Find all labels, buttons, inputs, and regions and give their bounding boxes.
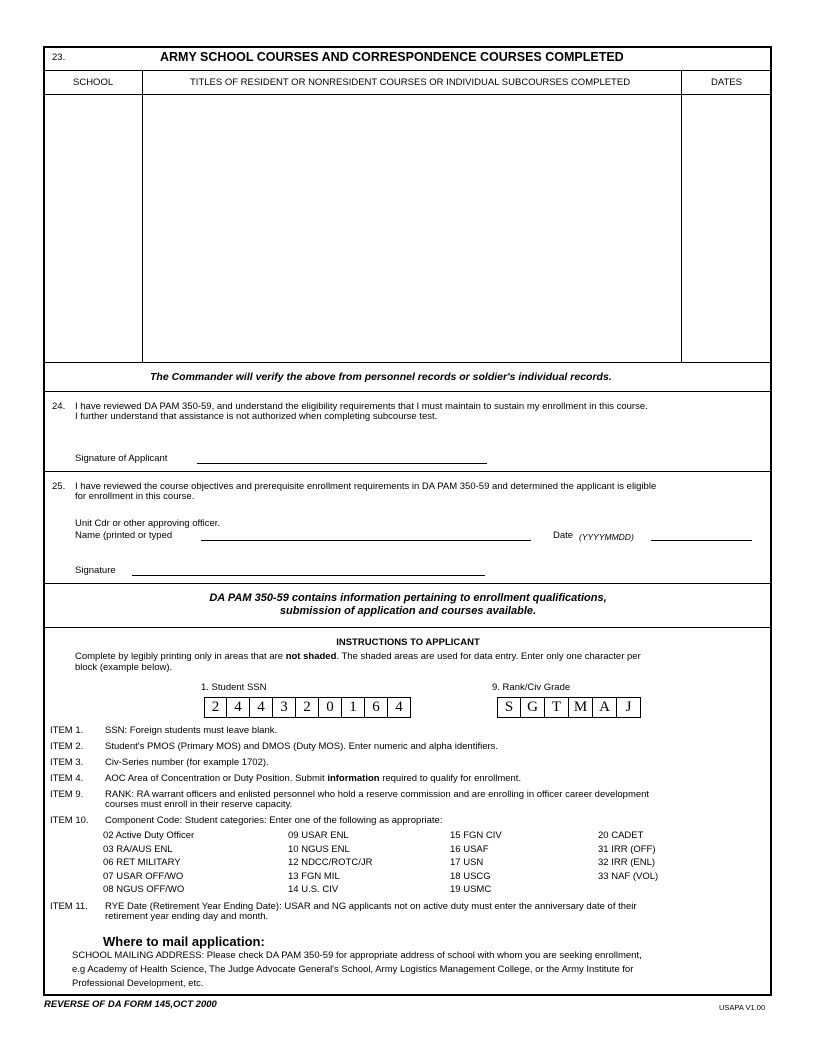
ssn-box: 4 bbox=[388, 697, 411, 718]
applicant-signature-line[interactable] bbox=[197, 463, 487, 464]
component-code: 03 RA/AUS ENL bbox=[103, 844, 173, 855]
section-23-title: ARMY SCHOOL COURSES AND CORRESPONDENCE COURSES COMPLETED bbox=[160, 50, 624, 64]
approval-date-line[interactable] bbox=[651, 540, 752, 541]
rank-box: J bbox=[617, 697, 641, 718]
section-25-line2: for enrollment in this course. bbox=[75, 491, 195, 502]
item-text-part: AOC Area of Concentration or Duty Position. Submit bbox=[105, 773, 328, 784]
column-divider bbox=[142, 70, 143, 363]
item-text: Student's PMOS (Primary MOS) and DMOS (Duty MOS). Enter numeric and alpha identifiers. bbox=[105, 741, 499, 752]
info-note-line1: DA PAM 350-59 contains information pertaining to enrollment qualifications, bbox=[209, 592, 607, 604]
info-note-line2: submission of application and courses available. bbox=[279, 605, 537, 617]
component-code: 12 NDCC/ROTC/JR bbox=[288, 857, 373, 868]
item-label: ITEM 9. bbox=[50, 789, 84, 800]
name-printed-label: Name (printed or typed bbox=[75, 530, 173, 541]
component-code: 18 USCG bbox=[450, 871, 491, 882]
school-entry-area[interactable] bbox=[45, 96, 141, 362]
item-label: ITEM 2. bbox=[50, 741, 84, 752]
divider bbox=[44, 627, 772, 628]
date-format-label: (YYYYMMDD) bbox=[579, 532, 634, 542]
component-code: 02 Active Duty Officer bbox=[103, 830, 195, 841]
divider bbox=[44, 70, 772, 71]
col-header-dates: DATES bbox=[711, 77, 742, 88]
rank-box: A bbox=[593, 697, 617, 718]
form-identifier: REVERSE OF DA FORM 145,OCT 2000 bbox=[44, 999, 217, 1010]
approver-signature-line[interactable] bbox=[132, 575, 485, 576]
dates-entry-area[interactable] bbox=[683, 96, 771, 362]
component-code: 16 USAF bbox=[450, 844, 489, 855]
section-24-line2: I further understand that assistance is not authorized when completing subcourse test. bbox=[75, 411, 438, 422]
instructions-line2: block (example below). bbox=[75, 662, 173, 673]
component-code: 15 FGN CIV bbox=[450, 830, 502, 841]
version-label: USAPA V1.00 bbox=[719, 1003, 766, 1012]
component-code: 09 USAR ENL bbox=[288, 830, 349, 841]
ssn-box: 3 bbox=[273, 697, 296, 718]
ssn-box: 2 bbox=[296, 697, 319, 718]
item-text-continued: courses must enroll in their reserve capacity. bbox=[105, 799, 293, 810]
ssn-box: 1 bbox=[342, 697, 365, 718]
ssn-box: 4 bbox=[250, 697, 273, 718]
item-text-emphasis: information bbox=[327, 773, 380, 784]
item-label: ITEM 10. bbox=[50, 815, 89, 826]
mailing-line2: e.g Academy of Health Science, The Judge Advocate General's School, Army Logistics Management College, or the Army Institute for bbox=[72, 964, 634, 975]
divider bbox=[44, 362, 772, 363]
rank-box: T bbox=[545, 697, 569, 718]
date-label: Date bbox=[553, 530, 574, 541]
divider bbox=[44, 391, 772, 392]
col-header-school: SCHOOL bbox=[73, 77, 114, 88]
component-code: 33 NAF (VOL) bbox=[598, 871, 659, 882]
component-code: 07 USAR OFF/WO bbox=[103, 871, 184, 882]
ssn-example-label: 1. Student SSN bbox=[201, 682, 267, 693]
rank-box: G bbox=[521, 697, 545, 718]
component-code: 31 IRR (OFF) bbox=[598, 844, 656, 855]
instructions-text: Complete by legibly printing only in areas that are bbox=[75, 651, 286, 662]
component-code: 32 IRR (ENL) bbox=[598, 857, 656, 868]
component-code: 17 USN bbox=[450, 857, 484, 868]
item-label: ITEM 4. bbox=[50, 773, 84, 784]
section-23-number: 23. bbox=[52, 52, 66, 63]
component-code: 14 U.S. CIV bbox=[288, 884, 339, 895]
section-24-number: 24. bbox=[52, 401, 66, 412]
divider bbox=[44, 583, 772, 584]
item-text-continued: retirement year ending day and month. bbox=[105, 911, 269, 922]
instructions-title: INSTRUCTIONS TO APPLICANT bbox=[336, 637, 480, 648]
rank-box: M bbox=[569, 697, 593, 718]
item-text: SSN: Foreign students must leave blank. bbox=[105, 725, 278, 736]
item-label: ITEM 11. bbox=[50, 901, 88, 912]
item-text: RANK: RA warrant officers and enlisted personnel who hold a reserve commission and are enrolling in officer career development bbox=[105, 789, 650, 800]
item-text: Component Code: Student categories: Enter one of the following as appropriate: bbox=[105, 815, 443, 826]
course-titles-entry-area[interactable] bbox=[144, 96, 680, 362]
rank-box: S bbox=[497, 697, 521, 718]
component-code: 20 CADET bbox=[598, 830, 644, 841]
divider bbox=[44, 94, 772, 95]
approver-name-line[interactable] bbox=[201, 540, 531, 541]
component-code: 08 NGUS OFF/WO bbox=[103, 884, 185, 895]
component-code: 10 NGUS ENL bbox=[288, 844, 350, 855]
component-code: 06 RET MILITARY bbox=[103, 857, 181, 868]
instructions-text: . The shaded areas are used for data entry. Enter only one character per bbox=[336, 651, 641, 662]
component-code: 13 FGN MIL bbox=[288, 871, 340, 882]
col-header-titles: TITLES OF RESIDENT OR NONRESIDENT COURSES OR INDIVIDUAL SUBCOURSES COMPLETED bbox=[190, 77, 631, 88]
mailing-line3: Professional Development, etc. bbox=[72, 978, 204, 989]
item-label: ITEM 3. bbox=[50, 757, 84, 768]
item-text: Civ-Series number (for example 1702). bbox=[105, 757, 269, 768]
item-text: RYE Date (Retirement Year Ending Date): USAR and NG applicants not on active duty must enter the anniversary date of their bbox=[105, 901, 637, 912]
mailing-line1: SCHOOL MAILING ADDRESS: Please check DA PAM 350-59 for appropriate address of school with whom you are seeking enrollment, bbox=[72, 950, 642, 961]
approver-signature-label: Signature bbox=[75, 565, 116, 576]
component-code: 19 USMC bbox=[450, 884, 492, 895]
section-25-line1: I have reviewed the course objectives and prerequisite enrollment requirements in DA PAM 350-59 and determined the applicant is eligible bbox=[75, 481, 657, 492]
item-label: ITEM 1. bbox=[50, 725, 84, 736]
mailing-heading: Where to mail application: bbox=[103, 934, 265, 949]
item-text bbox=[105, 773, 521, 785]
divider bbox=[44, 471, 772, 472]
ssn-box: 2 bbox=[204, 697, 227, 718]
column-divider bbox=[681, 70, 682, 363]
item-text-part: required to qualify for enrollment. bbox=[379, 773, 522, 784]
section-25-number: 25. bbox=[52, 481, 66, 492]
not-shaded-emphasis: not shaded bbox=[285, 651, 337, 662]
ssn-box: 0 bbox=[319, 697, 342, 718]
ssn-box: 6 bbox=[365, 697, 388, 718]
section-24-line1: I have reviewed DA PAM 350-59, and understand the eligibility requirements that I must maintain to sustain my enrollment in this course. bbox=[75, 401, 648, 412]
commander-note: The Commander will verify the above from personnel records or soldier's individual records. bbox=[150, 371, 612, 383]
rank-example-label: 9. Rank/Civ Grade bbox=[492, 682, 571, 693]
approving-officer-label: Unit Cdr or other approving officer. bbox=[75, 518, 221, 529]
applicant-signature-label: Signature of Applicant bbox=[75, 453, 168, 464]
ssn-box: 4 bbox=[227, 697, 250, 718]
